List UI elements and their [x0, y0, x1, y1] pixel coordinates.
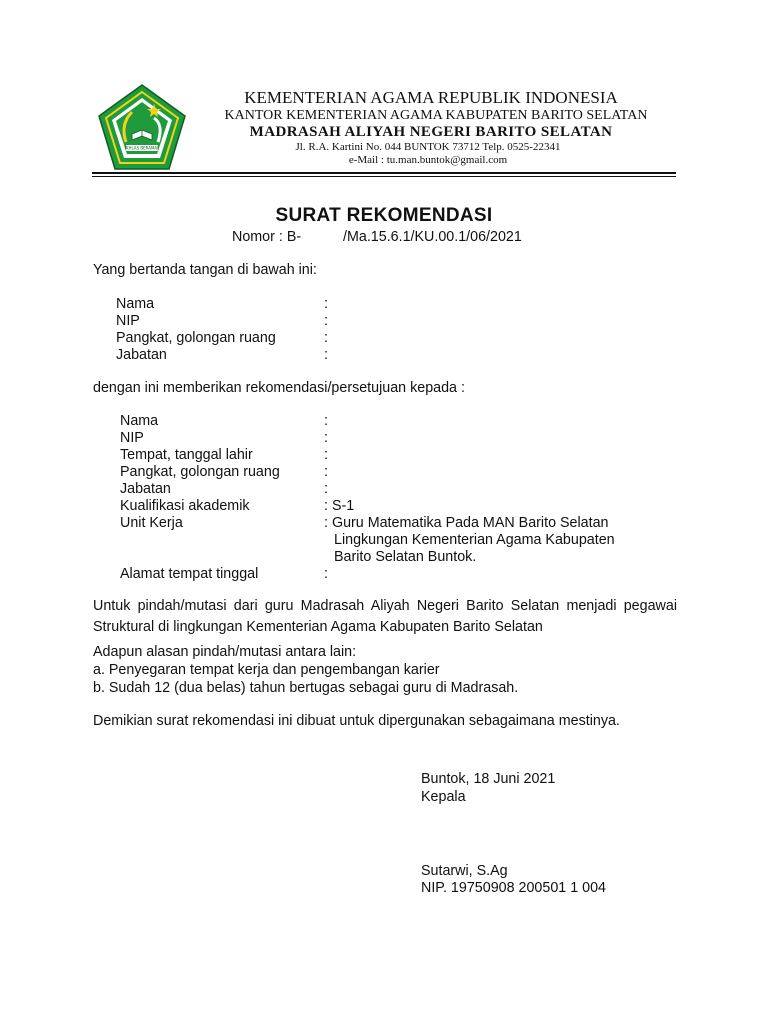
signature-name: Sutarwi, S.Ag: [421, 863, 508, 879]
signature-position: Kepala: [421, 789, 466, 805]
subject-field-value: :: [324, 481, 328, 497]
subject-field-label: Tempat, tanggal lahir: [120, 447, 253, 463]
subject-field-value: : Guru Matematika Pada MAN Barito Selatan: [324, 515, 609, 531]
subject-field-value: :: [324, 566, 328, 582]
signer-field-label: Pangkat, golongan ruang: [116, 330, 276, 346]
signer-field-label: Jabatan: [116, 347, 167, 363]
subject-field-label: Jabatan: [120, 481, 171, 497]
signer-field-value: :: [324, 313, 328, 329]
ministry-title: KEMENTERIAN AGAMA REPUBLIK INDONESIA: [244, 88, 618, 107]
subject-field-label: Kualifikasi akademik: [120, 498, 250, 514]
purpose-paragraph: Untuk pindah/mutasi dari guru Madrasah Aliyah Negeri Barito Selatan menjadi pegawai Struktural di lingkungan Kementerian Agama Kabupaten Barito Selatan: [93, 598, 677, 635]
subject-field-label: Pangkat, golongan ruang: [120, 464, 280, 480]
subject-field-label: Unit Kerja: [120, 515, 183, 531]
subject-field-label: Alamat tempat tinggal: [120, 566, 259, 582]
signature-nip: NIP. 19750908 200501 1 004: [421, 880, 606, 896]
subject-field-value: :: [324, 430, 328, 446]
subject-field-value: :: [324, 413, 328, 429]
letterhead-rule-thin: [92, 176, 676, 177]
letter-title: SURAT REKOMENDASI: [275, 205, 493, 226]
subject-field-value: :: [324, 447, 328, 463]
svg-text:IKHLAS BERAMAL: IKHLAS BERAMAL: [124, 145, 160, 151]
subject-field-label: NIP: [120, 430, 144, 446]
reasons-intro: Adapun alasan pindah/mutasi antara lain:: [93, 644, 357, 660]
subject-field-label: Nama: [120, 413, 159, 429]
signer-field-value: :: [324, 296, 328, 312]
school-name: MADRASAH ALIYAH NEGERI BARITO SELATAN: [249, 124, 613, 140]
signature-place-date: Buntok, 18 Juni 2021: [421, 771, 556, 787]
subject-field-value: :: [324, 464, 328, 480]
subject-field-value-continued: Barito Selatan Buntok.: [334, 549, 477, 565]
signer-field-label: NIP: [116, 313, 140, 329]
subject-field-value: : S-1: [324, 498, 355, 514]
reason-item: a. Penyegaran tempat kerja dan pengembangan karier: [93, 662, 440, 678]
letter-number-prefix: Nomor : B-: [232, 229, 302, 245]
subject-field-value-continued: Lingkungan Kementerian Agama Kabupaten: [334, 532, 615, 548]
letter-number-suffix: /Ma.15.6.1/KU.00.1/06/2021: [343, 229, 522, 245]
recommend-line: dengan ini memberikan rekomendasi/persetujuan kepada :: [93, 380, 465, 396]
reason-item: b. Sudah 12 (dua belas) tahun bertugas sebagai guru di Madrasah.: [93, 680, 519, 696]
intro-text: Yang bertanda tangan di bawah ini:: [93, 262, 317, 278]
letterhead-rule-thick: [92, 172, 676, 174]
school-address: Jl. R.A. Kartini No. 044 BUNTOK 73712 Telp. 0525-22341: [295, 141, 561, 153]
signer-field-label: Nama: [116, 296, 155, 312]
office-name: KANTOR KEMENTERIAN AGAMA KABUPATEN BARITO SELATAN: [224, 108, 648, 123]
closing-text: Demikian surat rekomendasi ini dibuat untuk dipergunakan sebagaimana mestinya.: [93, 713, 620, 729]
school-email: e-Mail : tu.man.buntok@gmail.com: [348, 154, 508, 166]
signer-field-value: :: [324, 330, 328, 346]
signer-field-value: :: [324, 347, 328, 363]
